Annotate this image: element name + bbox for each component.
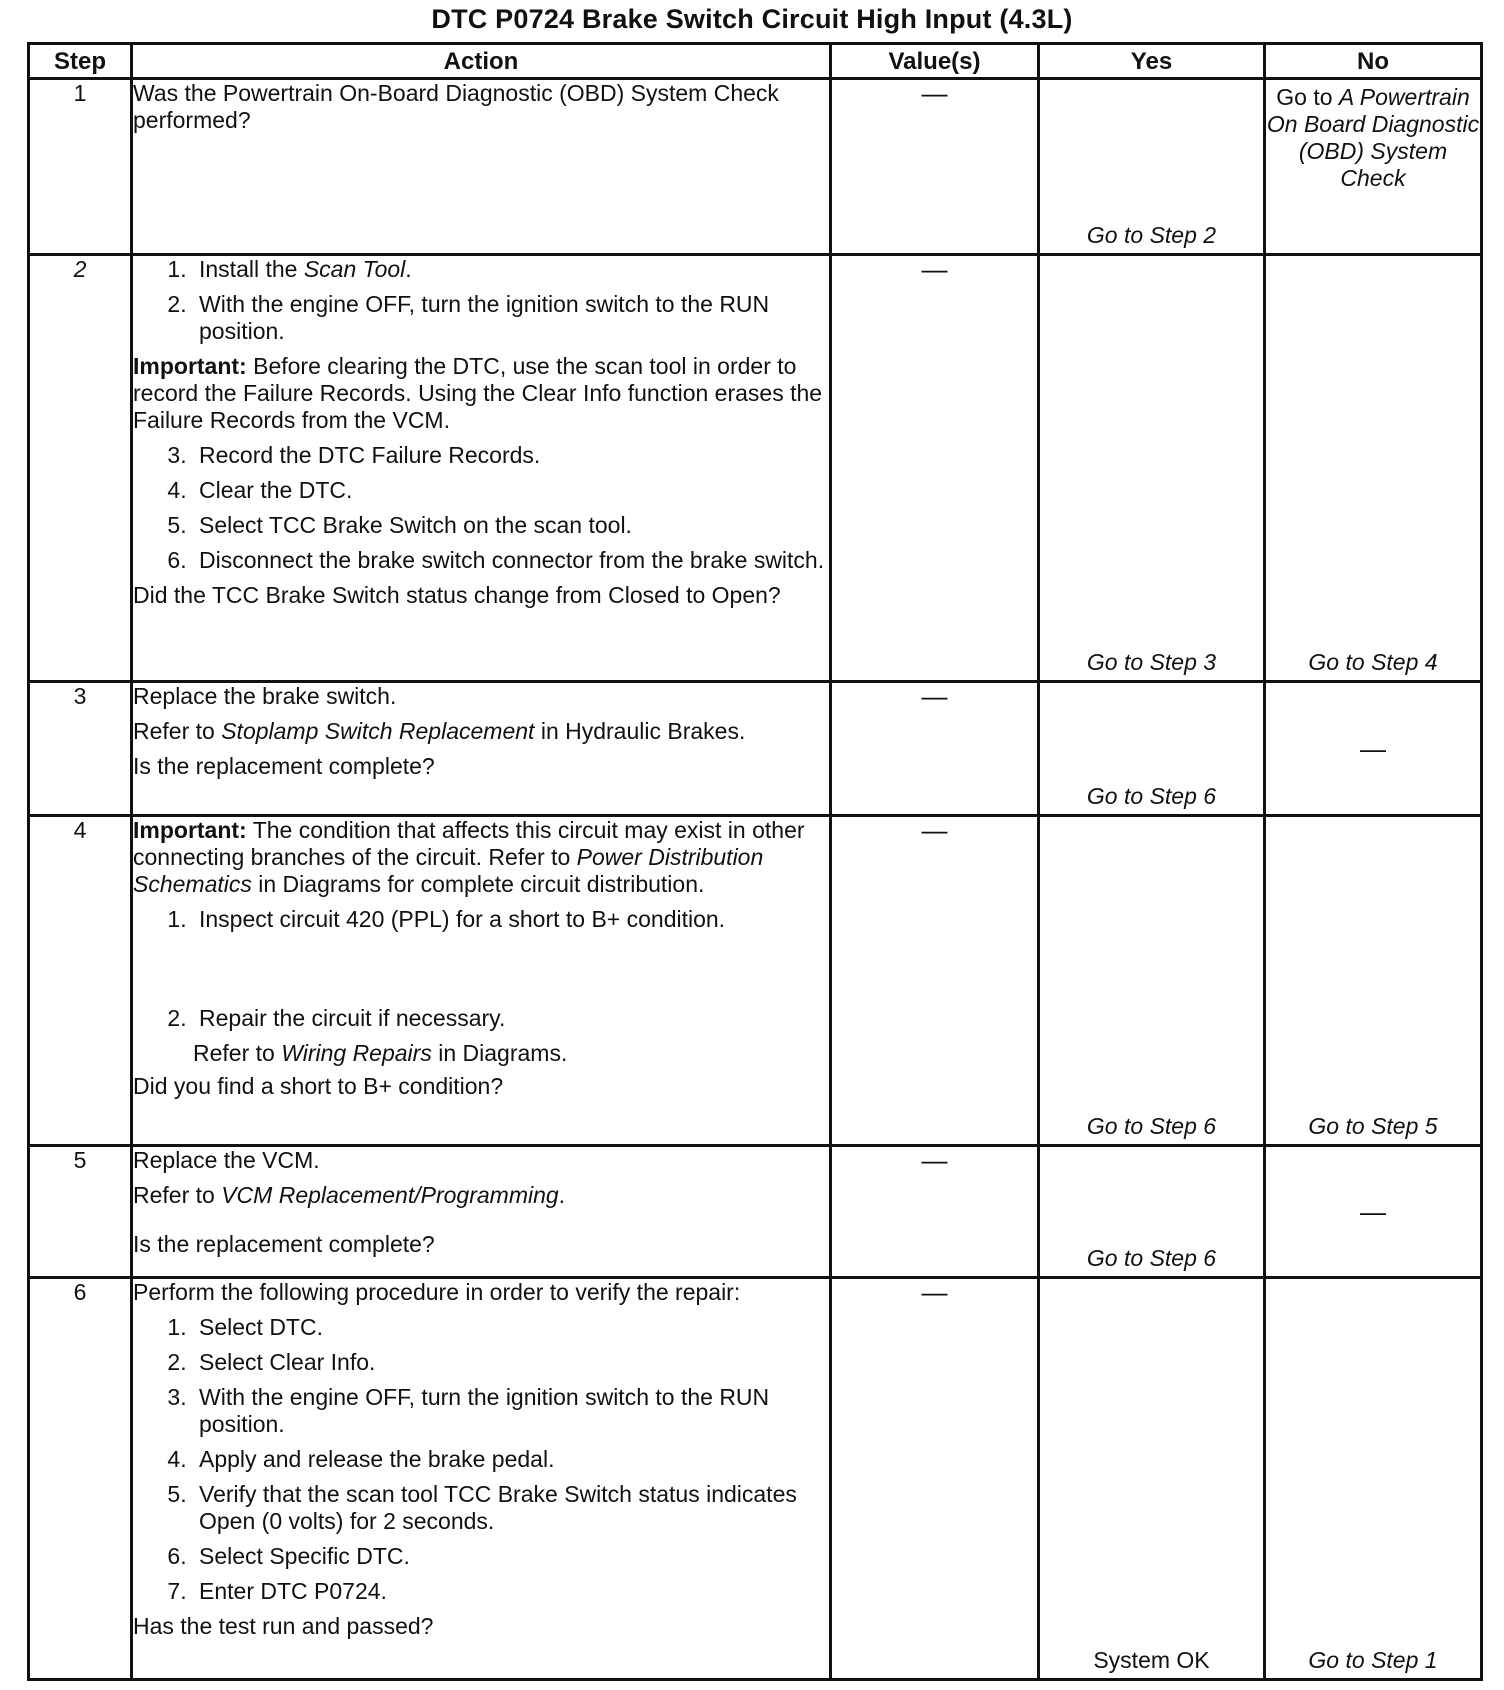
question-text: Did you find a short to B+ condition? [133, 1073, 504, 1099]
yes-cell [1039, 816, 1265, 1146]
procedure-list [133, 442, 829, 574]
no-cell [1265, 816, 1482, 1146]
question-text: Is the replacement complete? [133, 1231, 435, 1257]
list-item: 5. Verify that the scan tool TCC Brake Switch status indicates Open (0 volts) for 2 seconds. [193, 1481, 829, 1535]
list-item: 1. Install the Scan Tool. [193, 256, 829, 283]
list-item: 3. Record the DTC Failure Records. [193, 442, 829, 469]
table-row-step-6 [29, 1278, 1482, 1680]
list-item: 2. With the engine OFF, turn the ignition switch to the RUN position. [193, 291, 829, 345]
value-dash: — [831, 79, 1039, 255]
list-item: 6. Disconnect the brake switch connector from the brake switch. [193, 547, 829, 574]
value-dash: — [831, 1278, 1039, 1680]
list-item: 6. Select Specific DTC. [193, 1543, 829, 1570]
header-action: Action [132, 44, 831, 79]
list-item: 2. Select Clear Info. [193, 1349, 829, 1376]
table-row-step-4 [29, 816, 1482, 1146]
list-item: 3. With the engine OFF, turn the ignition switch to the RUN position. [193, 1384, 829, 1438]
action-cell [132, 255, 831, 682]
header-step: Step [29, 44, 132, 79]
reference-text: Refer to VCM Replacement/Programming. [133, 1182, 566, 1208]
action-text: Replace the brake switch. [133, 683, 397, 709]
action-cell [132, 816, 831, 1146]
table-row-step-2 [29, 255, 1482, 682]
table-row-step-5 [29, 1146, 1482, 1278]
list-item: 5. Select TCC Brake Switch on the scan tool. [193, 512, 829, 539]
page-title: DTC P0724 Brake Switch Circuit High Input (4.3L) [431, 4, 1073, 34]
header-values: Value(s) [831, 44, 1039, 79]
list-item: 2. Repair the circuit if necessary. [193, 1005, 829, 1032]
action-cell [132, 1278, 831, 1680]
value-dash: — [831, 1146, 1039, 1278]
important-note: Important: The condition that affects this circuit may exist in other connecting branches of the circuit. Refer to Power Distribution Schematics in Diagrams for complete circuit distribution. [133, 817, 805, 897]
question-text: Has the test run and passed? [133, 1613, 434, 1639]
no-result-prefix: Go to [1276, 84, 1339, 110]
action-cell [132, 682, 831, 816]
yes-result: Go to Step 6 [1086, 1245, 1217, 1271]
step-number: 5 [29, 1146, 132, 1278]
yes-result: Go to Step 6 [1086, 1113, 1217, 1139]
value-dash: — [831, 255, 1039, 682]
step-number: 6 [29, 1278, 132, 1680]
no-result-link: A Powertrain On Board Diagnostic (OBD) System Check [1266, 84, 1480, 191]
question-text: Was the Powertrain On-Board Diagnostic (OBD) System Check performed? [133, 80, 779, 133]
yes-cell [1039, 79, 1265, 255]
yes-result: Go to Step 2 [1086, 222, 1217, 248]
step-number: 1 [29, 79, 132, 255]
step-number: 2 [29, 255, 132, 682]
no-result [1266, 80, 1480, 192]
diagnostic-table [27, 42, 1483, 1681]
value-dash: — [831, 682, 1039, 816]
no-cell [1265, 79, 1482, 255]
reference-text: Refer to Stoplamp Switch Replacement in Hydraulic Brakes. [133, 718, 746, 744]
no-result: Go to Step 1 [1308, 1647, 1438, 1673]
no-cell [1265, 1146, 1482, 1278]
no-dash: — [1360, 733, 1386, 763]
no-cell [1265, 255, 1482, 682]
header-yes: Yes [1039, 44, 1265, 79]
no-dash: — [1360, 1196, 1386, 1226]
header-no: No [1265, 44, 1482, 79]
table-row-step-3 [29, 682, 1482, 816]
procedure-list [133, 906, 829, 1032]
action-text: Replace the VCM. [133, 1147, 320, 1173]
step-number: 4 [29, 816, 132, 1146]
yes-result: System OK [1093, 1647, 1210, 1673]
question-text: Did the TCC Brake Switch status change from Closed to Open? [133, 582, 781, 608]
no-cell [1265, 1278, 1482, 1680]
yes-result: Go to Step 6 [1086, 783, 1217, 809]
list-item: 1. Inspect circuit 420 (PPL) for a short to B+ condition. [193, 906, 829, 933]
list-item: 4. Apply and release the brake pedal. [193, 1446, 829, 1473]
action-cell [132, 1146, 831, 1278]
table-header-row [29, 44, 1482, 79]
no-result: Go to Step 5 [1308, 1113, 1438, 1139]
yes-cell [1039, 1278, 1265, 1680]
reference-text: Refer to Wiring Repairs in Diagrams. [193, 1040, 568, 1066]
procedure-list [133, 1314, 829, 1605]
intro-text: Perform the following procedure in order to verify the repair: [133, 1279, 741, 1305]
no-result: Go to Step 4 [1308, 649, 1438, 675]
value-dash: — [831, 816, 1039, 1146]
procedure-list [133, 256, 829, 345]
action-cell [132, 79, 831, 255]
list-item: 4. Clear the DTC. [193, 477, 829, 504]
step-number: 3 [29, 682, 132, 816]
yes-result: Go to Step 3 [1086, 649, 1217, 675]
yes-cell [1039, 1146, 1265, 1278]
question-text: Is the replacement complete? [133, 753, 435, 779]
important-note: Important: Before clearing the DTC, use the scan tool in order to record the Failure Records. Using the Clear Info function erases the Failure Records from the VCM. [133, 353, 823, 433]
table-row-step-1 [29, 79, 1482, 255]
yes-cell [1039, 255, 1265, 682]
no-cell [1265, 682, 1482, 816]
yes-cell [1039, 682, 1265, 816]
list-item: 7. Enter DTC P0724. [193, 1578, 829, 1605]
list-item: 1. Select DTC. [193, 1314, 829, 1341]
